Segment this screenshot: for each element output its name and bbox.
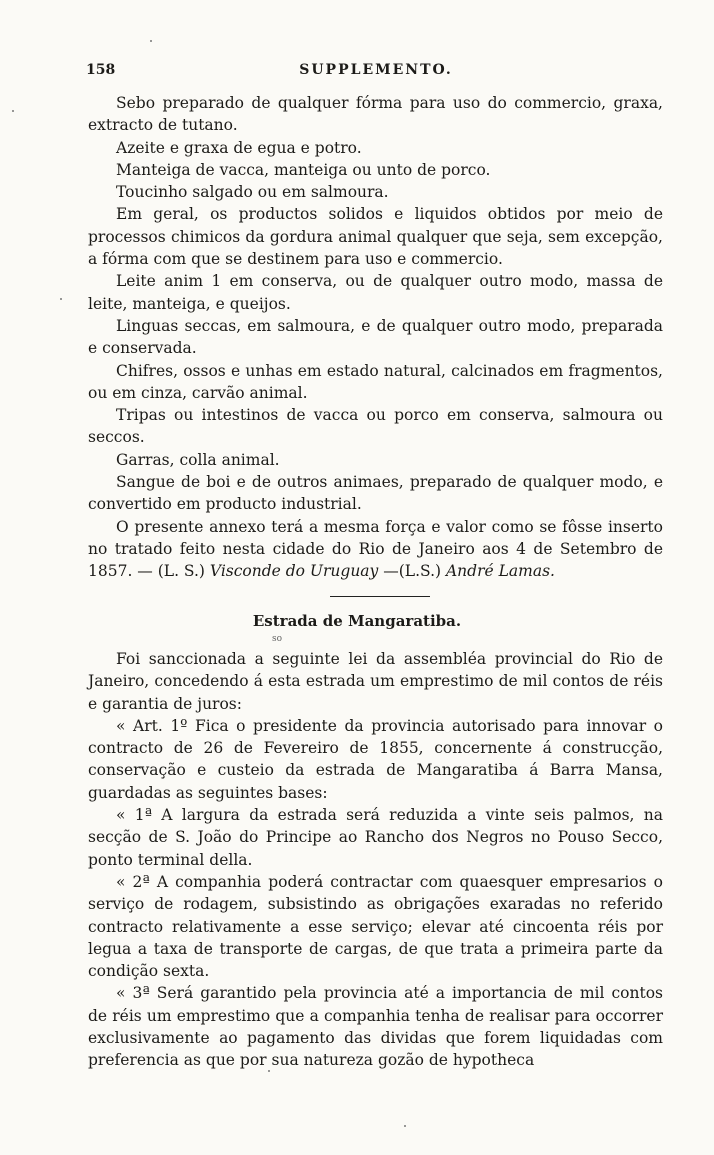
paragraph: « Art. 1º Fica o presidente da provincia autorisado para innovar o contracto de 26 de Fevereiro de 1855, concernente á construcção, conservação e custeio da estrada de Mangaratiba á Barra Mansa, guardadas as seguintes bases:: [88, 716, 663, 802]
paragraph: Linguas seccas, em salmoura, e de qualquer outro modo, preparada e conservada.: [88, 316, 663, 358]
closing-text: O presente annexo terá a mesma força e valor como se fôsse inserto no tratado feito nesta cidade do Rio de Janeiro aos 4 de Setembro de 1857. — (L. S.): [88, 517, 663, 581]
ink-mark: so: [272, 634, 283, 644]
closing-paragraph: [88, 516, 663, 583]
law-text: [88, 648, 663, 1072]
paragraph: « 2ª A companhia poderá contractar com quaesquer empresarios o serviço de rodagem, subsistindo as obrigações exaradas no referido contracto relativamente a esse serviço; elevar até cincoenta réis por legua a taxa de transporte de cargas, de que trata a primeira parte da condição sexta.: [88, 872, 663, 981]
paragraph: Manteiga de vacca, manteiga ou unto de porco.: [116, 160, 491, 179]
annex-list: [88, 92, 663, 583]
paper-speck: [60, 298, 62, 300]
paragraph: Toucinho salgado ou em salmoura.: [116, 183, 389, 202]
page-header: [86, 62, 666, 86]
paragraph: Chifres, ossos e unhas em estado natural, calcinados em fragmentos, ou em cinza, carvão animal.: [88, 361, 663, 402]
paragraph: Sangue de boi e de outros animaes, preparado de qualquer modo, e convertido em producto industrial.: [88, 473, 663, 514]
paragraph: Foi sanccionada a seguinte lei da assembléa provincial do Rio de Janeiro, concedendo á esta estrada um emprestimo de mil contos de réis e garantia de juros:: [88, 650, 663, 713]
paper-speck: [12, 110, 14, 112]
signature-lamas: André Lamas.: [445, 562, 555, 581]
paragraph: Leite anim 1 em conserva, ou de qualquer outro modo, massa de leite, manteiga, e queijos.: [88, 272, 663, 313]
paper-speck: [150, 40, 152, 42]
paragraph: Sebo preparado de qualquer fórma para uso do commercio, graxa, extracto de tutano.: [88, 94, 663, 135]
paragraph: « 1ª A largura da estrada será reduzida a vinte seis palmos, na secção de S. João do Principe ao Rancho dos Negros no Pouso Secco, ponto terminal della.: [88, 806, 663, 869]
seal-mark: —(L.S.): [383, 562, 442, 581]
paragraph: Tripas ou intestinos de vacca ou porco em conserva, salmoura ou seccos.: [88, 406, 663, 447]
running-title: SUPPLEMENTO.: [299, 62, 453, 78]
section-title: Estrada de Mangaratiba.: [252, 612, 462, 630]
paper-speck: [404, 1125, 406, 1127]
paragraph: « 3ª Será garantido pela provincia até a importancia de mil contos de réis um emprestimo que a companhia tenha de realisar para occorrer exclusivamente ao pagamento das dividas que forem liquidadas com preferencia as que por sua natureza gozão de hypotheca: [88, 984, 663, 1070]
section-divider: [330, 596, 430, 597]
paragraph: Em geral, os productos solidos e liquidos obtidos por meio de processos chimicos da gordura animal qualquer que seja, sem excepção, a fórma com que se destinem para uso e commercio.: [88, 205, 663, 269]
paragraph: Garras, colla animal.: [116, 450, 280, 469]
paragraph: Azeite e graxa de egua e potro.: [116, 138, 362, 157]
paper-speck: [268, 1070, 270, 1072]
signature-uruguay: Visconde do Uruguay: [209, 562, 379, 581]
page-number: 158: [86, 62, 116, 78]
